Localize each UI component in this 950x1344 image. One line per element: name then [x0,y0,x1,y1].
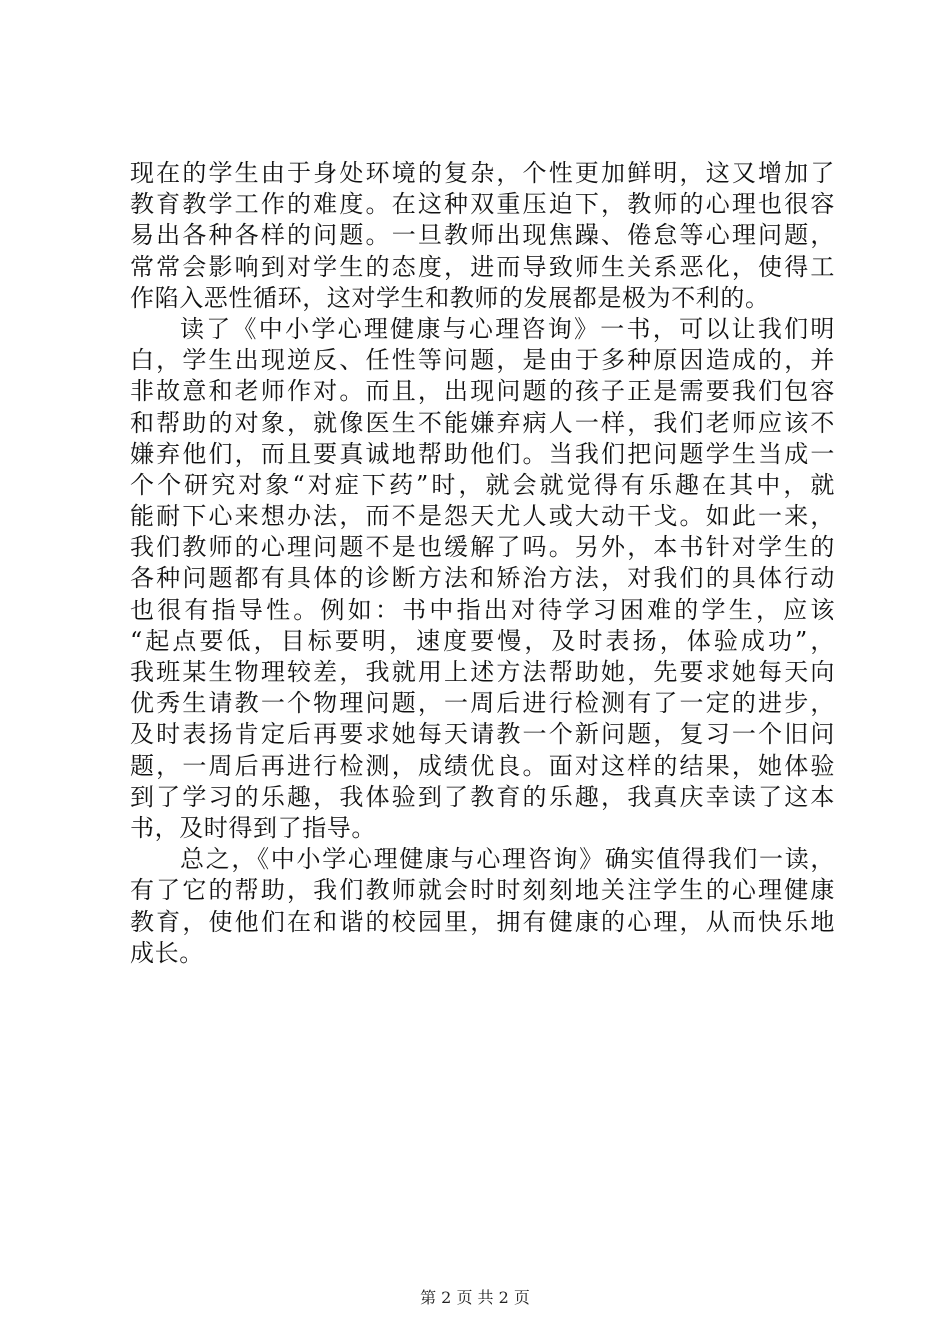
paragraph-start-line: 总之，《中小学心理健康与心理咨询》确实值得我们一读， [180,845,835,874]
text-line: 教育，使他们在和谐的校园里，拥有健康的心理，从而快乐地 [130,907,835,936]
text-line: 非故意和老师作对。而且，出现问题的孩子正是需要我们包容 [130,377,835,406]
text-line: “起点要低，目标要明，速度要慢，及时表扬，体验成功”， [130,626,835,655]
text-line: 我班某生物理较差，我就用上述方法帮助她，先要求她每天向 [130,658,835,686]
text-line: 我们教师的心理问题不是也缓解了吗。另外，本书针对学生的 [130,533,835,562]
text-line: 和帮助的对象，就像医生不能嫌弃病人一样，我们老师应该不 [130,408,835,437]
text-line: 教育教学工作的难度。在这种双重压迫下，教师的心理也很容 [130,190,835,219]
text-line: 作陷入恶性循环，这对学生和教师的发展都是极为不利的。 [130,283,770,312]
text-line: 常常会影响到对学生的态度，进而导致师生关系恶化，使得工 [130,252,835,281]
document-body [130,158,835,969]
text-line: 嫌弃他们，而且要真诚地帮助他们。当我们把问题学生当成一 [130,439,835,468]
text-line: 易出各种各样的问题。一旦教师出现焦躁、倦怠等心理问题， [130,221,835,250]
text-line: 成长。 [130,938,204,967]
paragraph-start-line: 读了《中小学心理健康与心理咨询》一书，可以让我们明 [180,314,835,343]
text-line: 到了学习的乐趣，我体验到了教育的乐趣，我真庆幸读了这本 [130,782,835,811]
text-line: 及时表扬肯定后再要求她每天请教一个新问题，复习一个旧问 [130,720,835,749]
page-number-footer: 第 2 页 共 2 页 [420,1288,530,1307]
text-line: 白，学生出现逆反、任性等问题，是由于多种原因造成的，并 [130,346,835,375]
text-line: 也很有指导性。例如：书中指出对待学习困难的学生，应该 [130,595,835,624]
text-line: 题，一周后再进行检测，成绩优良。面对这样的结果，她体验 [130,751,835,780]
text-line: 能耐下心来想办法，而不是怨天尤人或大动干戈。如此一来， [130,502,835,531]
text-line: 现在的学生由于身处环境的复杂，个性更加鲜明，这又增加了 [130,159,835,187]
text-line: 优秀生请教一个物理问题，一周后进行检测有了一定的进步， [130,689,835,718]
text-line: 有了它的帮助，我们教师就会时时刻刻地关注学生的心理健康 [130,876,835,905]
text-line: 书，及时得到了指导。 [130,813,376,842]
text-line: 各种问题都有具体的诊断方法和矫治方法，对我们的具体行动 [130,564,835,593]
text-line: 个个研究对象“对症下药”时，就会就觉得有乐趣在其中，就 [130,470,835,499]
